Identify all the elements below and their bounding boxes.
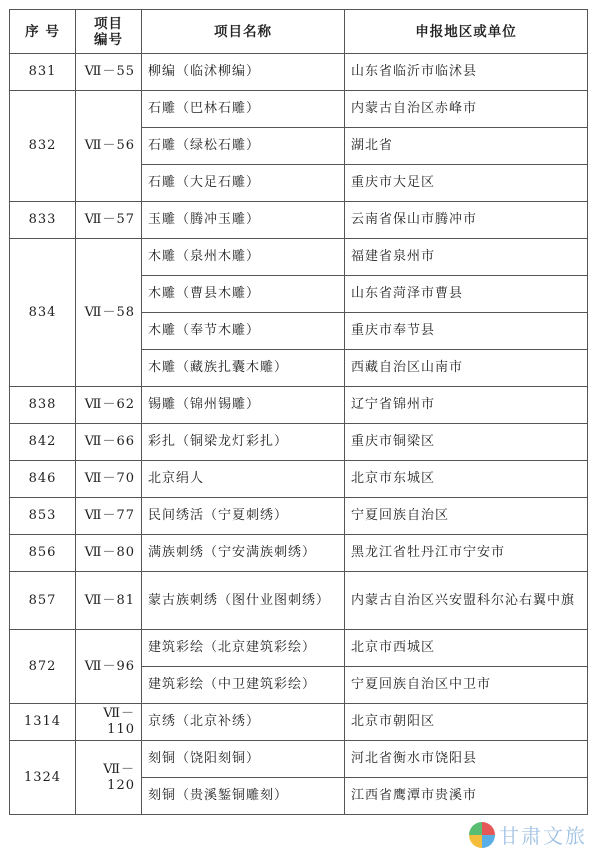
table-body	[10, 54, 588, 815]
seq-cell: 853	[10, 498, 76, 535]
name-cell: 京绣（北京补绣）	[142, 704, 345, 741]
region-cell: 宁夏回族自治区	[345, 498, 588, 535]
name-cell: 木雕（奉节木雕）	[142, 313, 345, 350]
table-row	[10, 91, 588, 128]
header-name: 项目名称	[142, 10, 345, 54]
region-cell: 西藏自治区山南市	[345, 350, 588, 387]
name-cell: 木雕（曹县木雕）	[142, 276, 345, 313]
name-cell: 石雕（绿松石雕）	[142, 128, 345, 165]
watermark-text: 甘肃文旅	[499, 824, 587, 848]
table-row	[10, 461, 588, 498]
name-cell: 北京绢人	[142, 461, 345, 498]
seq-cell: 838	[10, 387, 76, 424]
seq-cell: 1314	[10, 704, 76, 741]
table-header-row	[10, 10, 588, 54]
code-cell: Ⅶ－110	[76, 704, 142, 741]
region-cell: 辽宁省锦州市	[345, 387, 588, 424]
code-cell: Ⅶ－62	[76, 387, 142, 424]
name-cell: 石雕（大足石雕）	[142, 165, 345, 202]
region-cell: 黑龙江省牡丹江市宁安市	[345, 535, 588, 572]
name-cell: 木雕（泉州木雕）	[142, 239, 345, 276]
seq-cell: 833	[10, 202, 76, 239]
code-cell: Ⅶ－80	[76, 535, 142, 572]
seq-cell: 872	[10, 630, 76, 704]
region-cell: 重庆市大足区	[345, 165, 588, 202]
name-cell: 蒙古族刺绣（图什业图刺绣）	[142, 572, 345, 630]
table-row	[10, 630, 588, 667]
code-cell: Ⅶ－66	[76, 424, 142, 461]
seq-cell: 842	[10, 424, 76, 461]
table-row	[10, 387, 588, 424]
name-cell: 石雕（巴林石雕）	[142, 91, 345, 128]
region-cell: 内蒙古自治区兴安盟科尔沁右翼中旗	[345, 572, 588, 630]
region-cell: 北京市东城区	[345, 461, 588, 498]
seq-cell: 1324	[10, 741, 76, 815]
code-cell: Ⅶ－77	[76, 498, 142, 535]
header-code: 项目 编号	[76, 10, 142, 54]
name-cell: 刻铜（贵溪錾铜雕刻）	[142, 778, 345, 815]
region-cell: 福建省泉州市	[345, 239, 588, 276]
name-cell: 民间绣活（宁夏刺绣）	[142, 498, 345, 535]
code-cell: Ⅶ－57	[76, 202, 142, 239]
name-cell: 彩扎（铜梁龙灯彩扎）	[142, 424, 345, 461]
name-cell: 刻铜（饶阳刻铜）	[142, 741, 345, 778]
code-cell: Ⅶ－96	[76, 630, 142, 704]
table-row	[10, 239, 588, 276]
seq-cell: 856	[10, 535, 76, 572]
name-cell: 满族刺绣（宁安满族刺绣）	[142, 535, 345, 572]
seq-cell: 831	[10, 54, 76, 91]
region-cell: 江西省鹰潭市贵溪市	[345, 778, 588, 815]
table-row	[10, 54, 588, 91]
header-seq: 序 号	[10, 10, 76, 54]
seq-cell: 832	[10, 91, 76, 202]
region-cell: 湖北省	[345, 128, 588, 165]
region-cell: 重庆市铜梁区	[345, 424, 588, 461]
region-cell: 山东省菏泽市曹县	[345, 276, 588, 313]
code-cell: Ⅶ－58	[76, 239, 142, 387]
table-row	[10, 498, 588, 535]
region-cell: 重庆市奉节县	[345, 313, 588, 350]
region-cell: 云南省保山市腾冲市	[345, 202, 588, 239]
region-cell: 内蒙古自治区赤峰市	[345, 91, 588, 128]
region-cell: 北京市西城区	[345, 630, 588, 667]
watermark	[469, 820, 587, 849]
name-cell: 玉雕（腾冲玉雕）	[142, 202, 345, 239]
seq-cell: 834	[10, 239, 76, 387]
table-row	[10, 741, 588, 778]
region-cell: 河北省衡水市饶阳县	[345, 741, 588, 778]
region-cell: 宁夏回族自治区中卫市	[345, 667, 588, 704]
name-cell: 柳编（临沭柳编）	[142, 54, 345, 91]
table-row	[10, 704, 588, 741]
seq-cell: 846	[10, 461, 76, 498]
table-row	[10, 202, 588, 239]
header-region: 申报地区或单位	[345, 10, 588, 54]
code-cell: Ⅶ－56	[76, 91, 142, 202]
table-row	[10, 572, 588, 630]
name-cell: 木雕（藏族扎囊木雕）	[142, 350, 345, 387]
region-cell: 北京市朝阳区	[345, 704, 588, 741]
code-cell: Ⅶ－120	[76, 741, 142, 815]
seq-cell: 857	[10, 572, 76, 630]
name-cell: 锡雕（锦州锡雕）	[142, 387, 345, 424]
code-cell: Ⅶ－70	[76, 461, 142, 498]
watermark-logo-icon	[469, 822, 495, 848]
name-cell: 建筑彩绘（中卫建筑彩绘）	[142, 667, 345, 704]
region-cell: 山东省临沂市临沭县	[345, 54, 588, 91]
table-row	[10, 424, 588, 461]
table-row	[10, 535, 588, 572]
heritage-table	[9, 9, 588, 815]
code-cell: Ⅶ－55	[76, 54, 142, 91]
name-cell: 建筑彩绘（北京建筑彩绘）	[142, 630, 345, 667]
code-cell: Ⅶ－81	[76, 572, 142, 630]
